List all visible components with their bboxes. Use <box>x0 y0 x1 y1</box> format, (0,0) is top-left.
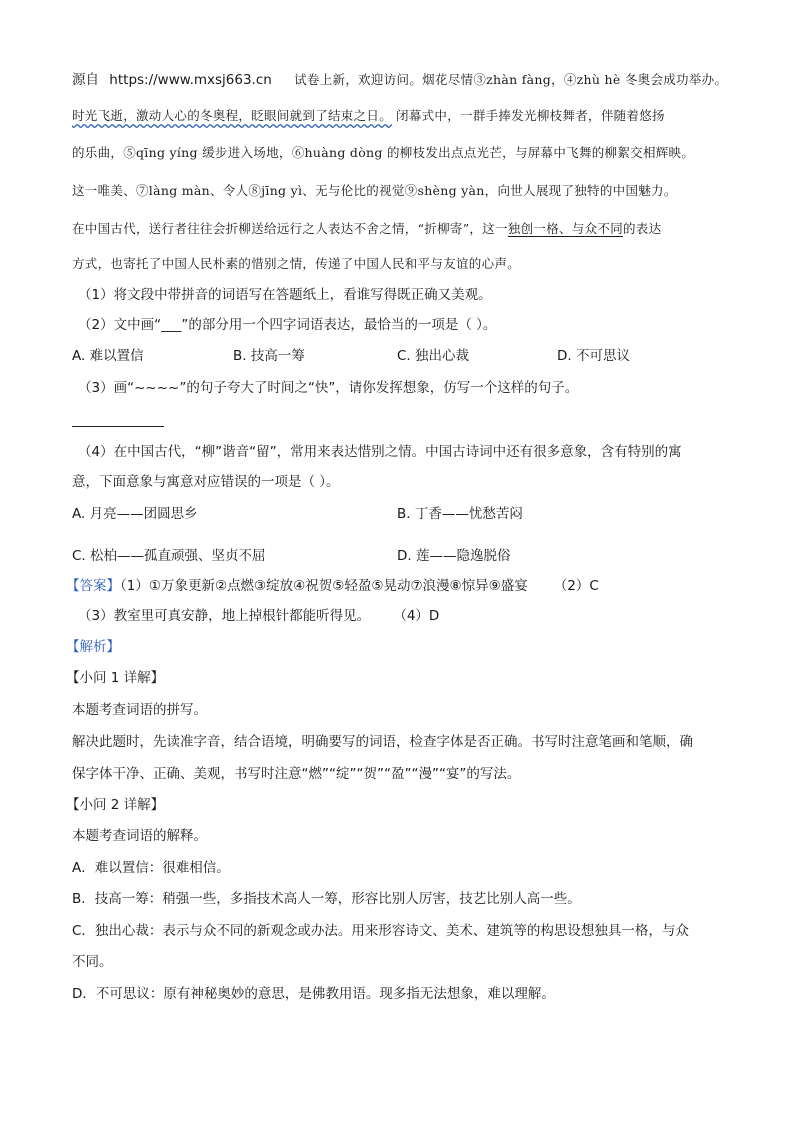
source-label: 源自 <box>72 72 99 88</box>
source-url[interactable]: https://www.mxsj663.cn <box>109 72 272 88</box>
sub2-option-d: D．不可思议：原有神秘奥妙的意思，是佛教用语。现多指无法想象，难以理解。 <box>72 986 555 1002</box>
q2-option-a: A. 难以置信 <box>72 348 144 364</box>
wavy-sentence: 时光飞逝，激动人心的冬奥程，眨眼间就到了结束之日。 <box>72 108 393 123</box>
question-1: （1）将文段中带拼音的词语写在答题纸上，看谁写得既正确又美观。 <box>78 287 492 303</box>
q4-option-c: C. 松柏——孤直顽强、坚贞不屈 <box>72 548 266 564</box>
passage-line-2 <box>72 106 665 126</box>
q2-option-b: B. 技高一筹 <box>233 348 305 364</box>
answer-q2: （2）C <box>553 578 599 594</box>
question-3: （3）画“~~~~”的句子夸大了时间之“快”，请你发挥想象，仿写一个这样的句子。 <box>78 380 579 396</box>
question-2: （2）文中画“___”的部分用一个四字词语表达，最恰当的一项是（ ）。 <box>78 317 497 333</box>
analysis-tag: 【解析】 <box>66 639 120 655</box>
passage-line-5c: 的表达 <box>623 221 662 236</box>
question-4-line-1: （4）在中国古代，“柳”谐音“留”，常用来表达惜别之情。中国古诗词中还有很多意象，含有特别的寓 <box>78 444 682 460</box>
answer-tag: 【答案】 <box>66 578 120 594</box>
answer-q3: （3）教室里可真安静，地上掉根针都能听得见。 <box>78 608 371 624</box>
sub2-option-c-line-1: C．独出心裁：表示与众不同的新观念或办法。用来形容诗文、美术、建筑等的构思设想独具一格，与众 <box>72 923 689 939</box>
sub-question-1-heading: 【小问 1 详解】 <box>66 670 165 686</box>
answer-q4: （4）D <box>400 608 440 624</box>
passage-line-4: 这一唯美、⑦làng màn、令人⑧jīng yì、无与伦比的视觉⑨shèng yàn，向世人展现了独特的中国魅力。 <box>72 183 677 198</box>
sub2-option-a: A．难以置信：很难相信。 <box>72 860 230 876</box>
sub-question-2-heading: 【小问 2 详解】 <box>66 797 165 813</box>
q4-option-b: B. 丁香——忧愁苦闷 <box>397 506 523 522</box>
source-line <box>72 70 727 90</box>
passage-line-2-rest: 闭幕式中，一群手捧发光柳枝舞者，伴随着悠扬 <box>396 108 665 123</box>
sub1-line-2: 解决此题时，先读准字音，结合语境，明确要写的词语，检查字体是否正确。书写时注意笔画和笔顺，确 <box>72 734 693 750</box>
sub2-option-b: B．技高一筹：稍强一些，多指技术高人一筹，形容比别人厉害，技艺比别人高一些。 <box>72 891 581 907</box>
q4-option-d: D. 莲——隐逸脱俗 <box>397 548 511 564</box>
q2-option-c: C. 独出心裁 <box>397 348 470 364</box>
sub1-line-1: 本题考查词语的拼写。 <box>72 702 207 718</box>
sub1-line-3: 保字体干净、正确、美观，书写时注意“燃”“绽”“贺”“盈”“漫”“宴”的写法。 <box>72 766 521 782</box>
passage-line-1: 试卷上新，欢迎访问。烟花尽情③zhàn fàng，④zhù hè 冬奥会成功举办。 <box>294 72 728 87</box>
answer-blank-line <box>72 426 164 427</box>
question-4-line-2: 意，下面意象与寓意对应错误的一项是（ ）。 <box>72 474 340 490</box>
sub2-option-c-line-2: 不同。 <box>72 954 113 970</box>
passage-line-5 <box>72 219 661 239</box>
q2-option-d: D. 不可思议 <box>557 348 630 364</box>
q4-option-a: A. 月亮——团圆思乡 <box>72 506 198 522</box>
passage-line-5a: 在中国古代，送行者往往会折柳送给远行之人表达不舍之情，“折柳寄”，这一 <box>72 221 508 236</box>
answer-line-1 <box>66 576 599 596</box>
passage-line-6: 方式，也寄托了中国人民朴素的惜别之情，传递了中国人民和平与友谊的心声。 <box>72 256 521 271</box>
answer-q1: （1）①万象更新②点燃③绽放④祝贺⑤轻盈⑤晃动⑦浪漫⑧惊异⑨盛宴 <box>120 578 528 594</box>
passage-line-3: 的乐曲，⑤qīng yíng 缓步进入场地，⑥huàng dòng 的柳枝发出点点光芒，与屏幕中飞舞的柳絮交相辉映。 <box>72 145 695 160</box>
sub2-line-1: 本题考查词语的解释。 <box>72 828 207 844</box>
answer-line-2 <box>78 606 439 626</box>
underlined-phrase: 独创一格、与众不同 <box>507 221 623 236</box>
